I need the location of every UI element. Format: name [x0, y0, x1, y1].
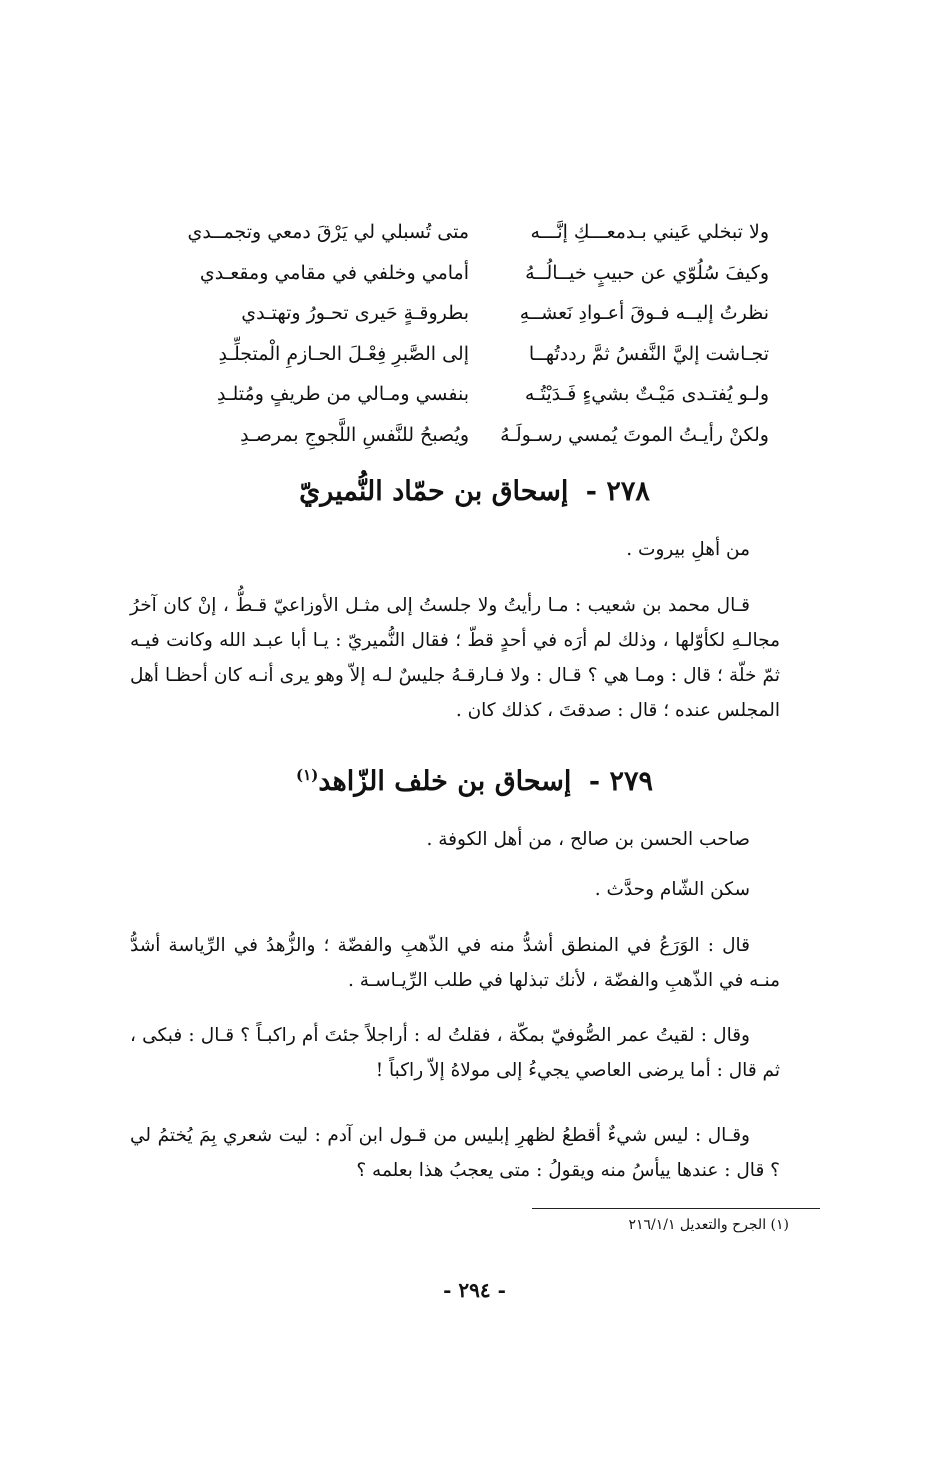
poem-verse: [169, 293, 769, 334]
poem: [169, 212, 769, 455]
verse-first-hemistich: وكيفَ سُلُوّي عن حبيبٍ خيــالُــهُ: [525, 261, 769, 284]
page-number: - ٢٩٤ -: [443, 1278, 506, 1302]
verse-first-hemistich: تجـاشت إليَّ النَّفسُ ثمَّ رددتُهــا: [528, 342, 769, 365]
paragraph-text: وقـال : ليس شيءٌ أقطعُ لظهرِ إبليس من قـول ابن آدم : ليت شعري بِمَ يُختمُ لي ؟ قال : عندها ييأسُ منه ويقولُ : متى يعجبُ هذا بعلمه ؟: [130, 1125, 780, 1181]
verse-second-hemistich: أمامي وخلفي في مقامي ومقعـدي: [199, 261, 469, 284]
entry-278-paragraph: [130, 588, 780, 728]
footnote: (١) الجرح والتعديل ٢١٦/١/١: [628, 1217, 789, 1233]
entry-origin: [130, 532, 780, 567]
poem-verse: [169, 374, 769, 415]
entry-279-paragraph: [130, 1118, 780, 1188]
footnote-reference: (١): [296, 766, 319, 784]
verse-second-hemistich: ويُصبحُ للنَّفسِ اللَّجوجِ بمرصـدِ: [240, 423, 469, 446]
entry-279-paragraph: [130, 1018, 780, 1088]
verse-first-hemistich: ولا تبخلي عَيني بـدمعـــكِ إنَّـــه: [530, 221, 769, 244]
paragraph-text: قال : الوَرَعُ في المنطق أشدُّ منه في الذّهبِ والفضّة ؛ والزُّهدُ في الرِّياسة أشدُّ منـه في الذّهبِ والفضّة ، لأنك تبذلها في طلب الرِّيـاسـة .: [130, 935, 780, 991]
origin-text: من أهلِ بيروت .: [626, 539, 750, 560]
paragraph-text: قـال محمد بن شعيب : مـا رأيتُ ولا جلستُ إلى مثـل الأوزاعيّ قـطُّ ، إنْ كان آخرُ مجالـهِ لكأوّلها ، وذلك لم أرَه في أحدٍ قطّ ؛ فقال النُّميريّ : يـا أبا عبـد الله وكانت فيـه ثمّ خلّة ؛ قال : ومـا هي ؟ قـال : ولا فـارقـهُ جليسٌ لـه إلاّ وهو يرى أنـه كان أحظـا أهل المجلس عنده ؛ قال : صدقتَ ، كذلك كان .: [130, 595, 780, 721]
entry-heading-278: [0, 476, 949, 507]
entry-279-paragraph: [130, 928, 780, 998]
verse-first-hemistich: ولكنْ رأيـتُ الموتَ يُمسي رسـولَـهُ: [500, 423, 769, 446]
verse-second-hemistich: بنفسي ومـالي من طريفٍ ومُتلـدِ: [216, 383, 469, 406]
verse-second-hemistich: متى تُسبلي لي يَرْقَ دمعي وتجمــدي: [187, 221, 469, 244]
entry-heading-279: [0, 766, 949, 797]
entry-number: ٢٧٩ -: [588, 766, 653, 797]
line-text: سكن الشّام وحدَّث .: [594, 879, 750, 900]
poem-verse: [169, 253, 769, 294]
verse-second-hemistich: بطروقـةٍ حَيرى تحـورُ وتهتـدي: [241, 302, 469, 325]
footnote-divider: [532, 1208, 820, 1209]
entry-279-line: [130, 822, 780, 857]
entry-name: إسحاق بن خلف الزّاهد: [318, 766, 572, 797]
line-text: صاحب الحسن بن صالح ، من أهل الكوفة .: [426, 829, 750, 850]
entry-279-line: [130, 872, 780, 907]
poem-verse: [169, 415, 769, 456]
entry-number: ٢٧٨ -: [585, 476, 650, 507]
paragraph-text: وقال : لقيتُ عمر الصُّوفيّ بمكّة ، فقلتُ له : أراجلاً جئتَ أم راكبـاً ؟ قـال : فبكى ، ثم قال : أما يرضى العاصي يجيءُ إلى مولاهُ إلاّ راكباً !: [130, 1025, 780, 1081]
poem-verse: [169, 212, 769, 253]
verse-first-hemistich: نظرتُ إليــه فـوقَ أعـوادِ نَعشــهِ: [519, 302, 769, 325]
verse-second-hemistich: إلى الصَّبرِ فِعْـلَ الحـازمِ الْمتجلِّـدِ: [218, 342, 469, 365]
entry-name: إسحاق بن حمّاد النُّميريّ: [299, 476, 569, 507]
poem-verse: [169, 334, 769, 375]
verse-first-hemistich: ولـو يُفتـدى مَيْـتٌ بشيءٍ فَـدَيْتُـه: [524, 383, 769, 406]
